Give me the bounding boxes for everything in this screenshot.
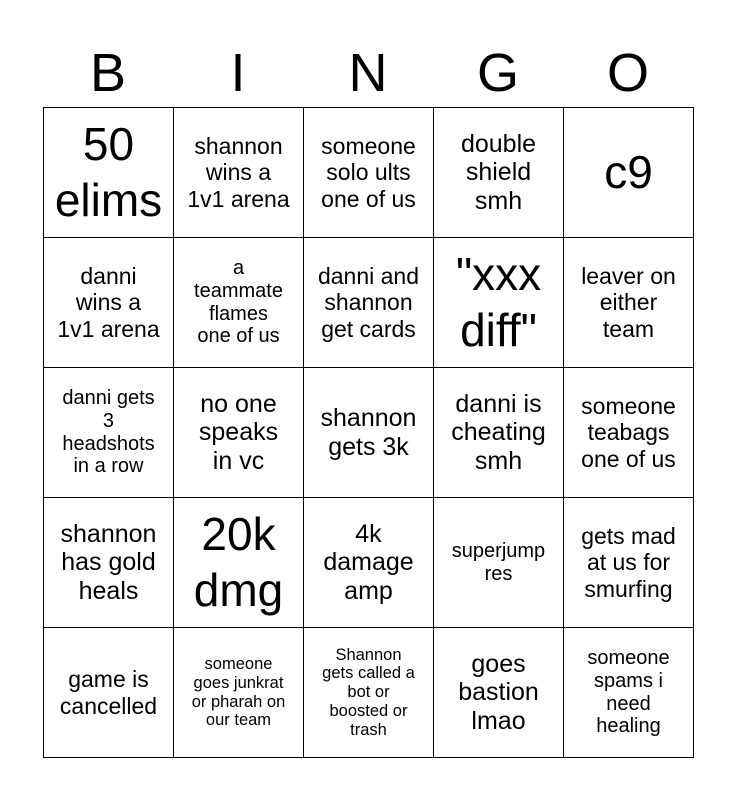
bingo-cell-r1c1[interactable] — [44, 108, 174, 238]
cell-text: 4k damage amp — [323, 519, 414, 605]
cell-text: Shannon gets called a bot or boosted or trash — [322, 645, 415, 739]
bingo-cell-r4c4[interactable] — [434, 498, 564, 628]
cell-text: a teammate flames one of us — [194, 256, 283, 348]
bingo-cell-r3c4[interactable] — [434, 368, 564, 498]
cell-text: leaver on either team — [581, 263, 676, 342]
bingo-cell-r3c3[interactable] — [304, 368, 434, 498]
cell-text: 20k dmg — [193, 508, 284, 616]
bingo-cell-r4c2[interactable] — [174, 498, 304, 628]
header-letter-o: O — [606, 43, 649, 103]
bingo-cell-r3c1[interactable] — [44, 368, 174, 498]
cell-text: game is cancelled — [59, 666, 158, 719]
cell-text: someone teabags one of us — [581, 393, 676, 472]
bingo-cell-r2c3[interactable] — [304, 238, 434, 368]
cell-text: someone goes junkrat or pharah on our team — [191, 654, 286, 730]
cell-text: danni gets 3 headshots in a row — [62, 386, 155, 478]
cell-text: shannon has gold heals — [60, 519, 157, 605]
bingo-cell-r2c5[interactable] — [564, 238, 694, 368]
bingo-cell-r5c4[interactable] — [434, 628, 564, 758]
bingo-cell-r1c2[interactable] — [174, 108, 304, 238]
bingo-cell-r2c2[interactable] — [174, 238, 304, 368]
cell-text: goes bastion lmao — [458, 649, 539, 735]
cell-text: gets mad at us for smurfing — [581, 523, 676, 602]
header-letter-g: G — [476, 43, 519, 103]
header-letter-b: B — [89, 43, 127, 103]
bingo-cell-r3c2[interactable] — [174, 368, 304, 498]
cell-text: danni and shannon get cards — [317, 263, 420, 342]
bingo-cell-r4c3[interactable] — [304, 498, 434, 628]
cell-text: danni wins a 1v1 arena — [57, 263, 160, 342]
header-letter-n: N — [348, 43, 388, 103]
bingo-cell-r1c4[interactable] — [434, 108, 564, 238]
bingo-cell-r2c1[interactable] — [44, 238, 174, 368]
bingo-grid — [43, 107, 694, 758]
bingo-cell-r1c3[interactable] — [304, 108, 434, 238]
bingo-cell-r5c5[interactable] — [564, 628, 694, 758]
cell-text: danni is cheating smh — [451, 389, 546, 475]
header-letter-i: I — [230, 43, 246, 103]
bingo-cell-r5c1[interactable] — [44, 628, 174, 758]
cell-text: no one speaks in vc — [198, 389, 279, 475]
bingo-cell-r4c1[interactable] — [44, 498, 174, 628]
bingo-cell-r5c3[interactable] — [304, 628, 434, 758]
cell-text: c9 — [604, 145, 653, 198]
bingo-cell-r3c5[interactable] — [564, 368, 694, 498]
bingo-cell-r1c5[interactable] — [564, 108, 694, 238]
bingo-cell-r4c5[interactable] — [564, 498, 694, 628]
cell-text: 50 elims — [54, 118, 163, 226]
cell-text: someone spams i need healing — [587, 646, 670, 738]
cell-text: shannon gets 3k — [320, 404, 417, 461]
cell-text: superjump res — [451, 539, 546, 585]
cell-text: someone solo ults one of us — [321, 133, 416, 212]
cell-text: shannon wins a 1v1 arena — [187, 133, 290, 212]
bingo-header — [43, 40, 693, 106]
bingo-cell-r5c2[interactable] — [174, 628, 304, 758]
bingo-cell-r2c4[interactable] — [434, 238, 564, 368]
cell-text: double shield smh — [460, 129, 537, 215]
cell-text: "xxx diff" — [455, 248, 542, 356]
